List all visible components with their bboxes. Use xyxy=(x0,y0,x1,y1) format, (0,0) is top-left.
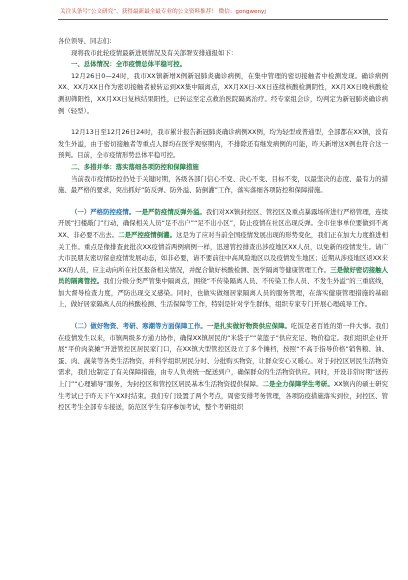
subsection-a-point-1: 一是严防疫情反弹外溢。 xyxy=(135,207,206,216)
section-2-intro: 当前我市疫情防控仍处于关键时期，各级各部门信心不变、决心不变、目标不变，以最坚决的态度、最有力的措施、最严格的要求，突出抓好“防反弹、防外溢、防倒灌”工作，落实落细各项防控和保障措施。 xyxy=(58,174,388,195)
section-2-heading xyxy=(58,162,388,174)
subsection-a-point-2: 二是严控疫情倒灌。 xyxy=(118,230,177,239)
subsection-a-text-3: 我们分级分类严管集中隔离点，围绕“不传染隔离人员、不传染工作人员、不发生外溢”的三重底线，加大督导检查力度，严防出现交叉感染。同时，也做实做细居家隔离人员的服务管理，在落实健康管理措施的基础上，做好居家隔离人员的核酸检测、生活保障等工作，特别是针对学生群体，组织专家专门开展心理疏导工作。 xyxy=(58,277,388,309)
subsection-a-paragraph xyxy=(58,207,388,311)
subsection-b-paragraph xyxy=(58,321,388,414)
section-1-title: 一、总体情况：全市疫情总体平稳可控。 xyxy=(71,60,187,69)
subsection-b-text-1: 吃饭是老百姓的第一件大事。我们在疫情发生以来，市镇两级多方通力协作，确保XX镇居民的“米袋子”“菜篮子”供应充足、物价稳定。我们组织企业开展“平价肉菜摊”开进管控区居民家门口，在XX镇大型管控区设立了多个摊档，按照“不高于指导价格”销售粮、油、蛋、肉、蔬菜等各类生活物资，并科学组织居民分时、分批购买物资，让群众安心又暖心。对于封控区居民生活物资需求，我们也制定了有关保障措施，由专人负责统一配送到户，确保群众的生活物资供应。同时，开设非常时期“送药上门”“心理辅导”服务，为封控区和管控区居民基本生活物资提供保障。 xyxy=(58,322,389,389)
subsection-a-title: （一）严格防控疫情。 xyxy=(71,207,136,216)
section-1-paragraph-1: 12月26日0—24时，我市XX镇新增X例新冠肺炎确诊病例，在集中管理的密切接触者中检测发现。确诊病例XX、XX月XX日作为密切接触者被转运到XX集中隔离点，XX月XX日-XX日连续核酸检测阴性，XX月XX日晚核酸检测初筛阳性，XX月XX日复核结果阳性，已转运至定点救治医院隔离治疗。经专家组会诊，均判定为新冠肺炎确诊病例（轻型）。 xyxy=(58,71,388,115)
subsection-a-point-3: 三是做好密切接触人员的隔离管控。 xyxy=(58,265,388,286)
section-2-title: 二、多措并举：落实落细各项防控和保障措施 xyxy=(71,162,199,171)
document-body xyxy=(58,36,388,414)
header-divider xyxy=(58,19,388,20)
subsection-a-text-2: 这是为了应对当前全国疫情发展出现的形势变化，我们正在加大力度推进相关工作。重点是像排查此批次XX疫情首两例病例一样，迅速管控排查出涉疫地区XX人员，以免新的疫情发生。请广大市民朋友密切留意疫情发展动态，如非必要，请不要前往中高风险地区以及疫情发生地区；近期从涉疫地区返XX来XX的人员，应主动向所在社区报备相关情况，并配合做好核酸检测、医学隔离等健康管理工作。 xyxy=(58,230,388,274)
greeting: 各位领导、同志们： xyxy=(58,37,116,45)
section-1-paragraph-2: 12月13日至12月26日24时，我市累计报告新冠肺炎确诊病例XX例，均为轻型或普通型，全部都在XX镇，没有发生外溢，由于密切接触者等重点人群均在医学观察期内，不排除还有继发病例的可能，昨天新增这X例也符合这一预判。目前，全市疫情形势总体平稳可控。 xyxy=(58,128,388,160)
subsection-b-point-2: 二是全力保障学生考研。 xyxy=(262,380,334,389)
intro-paragraph: 现将我市此轮疫情最新进展情况及有关部署安排通报如下： xyxy=(71,48,238,57)
subsection-b-title: （二）做好物资、考研、寒潮等方面保障工作。 xyxy=(71,322,207,331)
subsection-b-text-2: XX镇内的硕士研究生考试已于昨天下午XX时结束。我们专门设置了两个考点，周密安排考务管理，各项防疫措施落实到位，封控区、管控区考生全部专车接送，防范区学生有序参加考试，整个考研组织 xyxy=(58,380,388,412)
section-1-heading xyxy=(58,59,388,71)
subsection-a-text-1: 我们对XX镇封控区、管控区及重点暴露场所进行严格管理，连续开展“扫楼敲门”行动，确保相关人员“足不出户”“足不出小区”，防止疫情在社区出现反弹。全市住事单位要做到不离XX、非必要不出去。 xyxy=(58,207,388,239)
header-banner: 关注头条号“公文研究”，获得最新最全最专业的公文资料推荐！ 微信：gongwenyj xyxy=(60,9,266,15)
subsection-b-point-1: 一是扎实做好物资供应保障。 xyxy=(206,322,292,331)
